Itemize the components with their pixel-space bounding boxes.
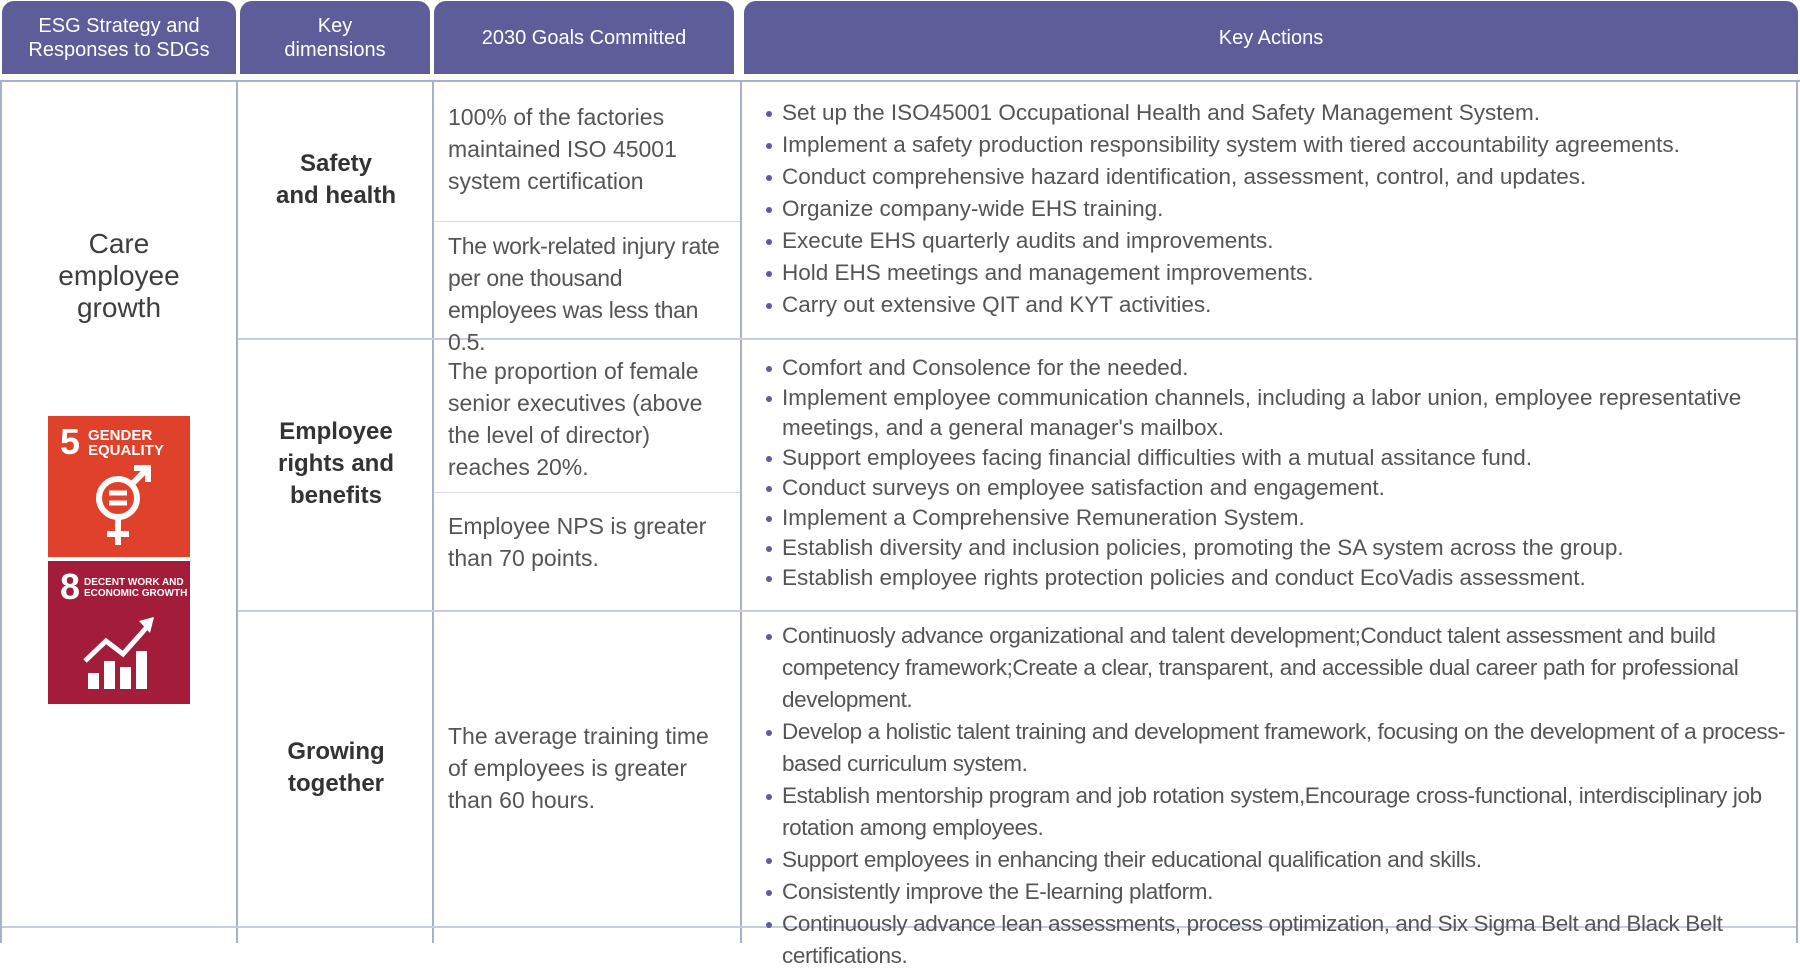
list-item: Carry out extensive QIT and KYT activities. — [763, 289, 1793, 321]
list-item: Develop a holistic talent training and development framework, focusing on the development of a process-based curriculum system. — [763, 716, 1793, 780]
row-divider — [238, 610, 1796, 612]
header-esg-strategy — [2, 1, 236, 74]
list-item: Hold EHS meetings and management improvements. — [763, 257, 1793, 289]
sdg-5-number: 5 — [60, 421, 81, 462]
goal-text: Employee NPS is greater than 70 points. — [448, 513, 707, 571]
column-divider — [740, 82, 742, 943]
header-esg-strategy-label: ESG Strategy and Responses to SDGs — [28, 14, 210, 61]
list-item: Consistently improve the E-learning platform. — [763, 876, 1793, 908]
actions-list-growing-together — [763, 620, 1793, 972]
header-key-dimensions — [240, 1, 430, 74]
sdg-5-badge — [48, 416, 190, 557]
sdg-8-badge — [48, 561, 190, 704]
strategy-title: Care employee growth — [58, 228, 180, 323]
list-item: Support employees facing financial difficulties with a mutual assitance fund. — [763, 443, 1793, 473]
list-item: Support employees in enhancing their educational qualification and skills. — [763, 844, 1793, 876]
sdg-5-label: GENDER EQUALITY — [88, 427, 164, 459]
sdg-8-number: 8 — [60, 566, 81, 607]
list-item: Continuously advance lean assessments, process optimization, and Six Sigma Belt and Black Belt certifications. — [763, 908, 1793, 972]
gender-equality-icon — [48, 416, 190, 557]
list-item: Establish mentorship program and job rotation system,Encourage cross-functional, interdisciplinary job rotation among employees. — [763, 780, 1793, 844]
dimension-employee-rights: Employee rights and benefits — [277, 418, 394, 509]
list-item: Establish employee rights protection policies and conduct EcoVadis assessment. — [763, 563, 1793, 593]
goal-text: The work-related injury rate per one thousand employees was less than 0.5. — [448, 233, 720, 355]
list-item: Implement a safety production responsibility system with tiered accountability agreements. — [763, 129, 1793, 161]
goal-divider — [434, 492, 740, 493]
actions-list-safety-health — [763, 97, 1793, 321]
list-item: Continuosly advance organizational and talent development;Conduct talent assessment and build competency framework;Create a clear, transparent, and accessible dual career path for professional development. — [763, 620, 1793, 716]
actions-list-employee-rights — [763, 353, 1793, 593]
list-item: Implement employee communication channels, including a labor union, employee representative meetings, and a general manager's mailbox. — [763, 383, 1793, 443]
column-divider — [432, 82, 434, 943]
list-item: Establish diversity and inclusion policies, promoting the SA system across the group. — [763, 533, 1793, 563]
goal-text: The average training time of employees is greater than 60 hours. — [448, 723, 709, 813]
list-item: Execute EHS quarterly audits and improvements. — [763, 225, 1793, 257]
column-divider — [0, 82, 2, 943]
goal-text: The proportion of female senior executives (above the level of director) reaches 20%. — [448, 358, 703, 480]
sdg-8-label: DECENT WORK AND ECONOMIC GROWTH — [84, 577, 188, 599]
list-item: Conduct comprehensive hazard identification, assessment, control, and updates. — [763, 161, 1793, 193]
header-key-dimensions-label: Key dimensions — [284, 14, 386, 61]
header-2030-goals-label: 2030 Goals Committed — [481, 26, 687, 49]
goal-text: 100% of the factories maintained ISO 45001 system certification — [448, 104, 677, 194]
goal-divider — [434, 221, 740, 222]
dimension-safety-health: Safety and health — [275, 150, 396, 209]
dimension-growing-together: Growing together — [287, 738, 385, 797]
list-item: Implement a Comprehensive Remuneration System. — [763, 503, 1793, 533]
header-key-actions — [744, 1, 1798, 74]
header-key-actions-label: Key Actions — [1218, 26, 1324, 49]
list-item: Comfort and Consolence for the needed. — [763, 353, 1793, 383]
column-divider — [1796, 82, 1798, 943]
list-item: Set up the ISO45001 Occupational Health and Safety Management System. — [763, 97, 1793, 129]
header-2030-goals — [434, 1, 734, 74]
column-divider — [236, 82, 238, 943]
list-item: Organize company-wide EHS training. — [763, 193, 1793, 225]
growth-chart-icon — [48, 561, 190, 704]
list-item: Conduct surveys on employee satisfaction and engagement. — [763, 473, 1793, 503]
